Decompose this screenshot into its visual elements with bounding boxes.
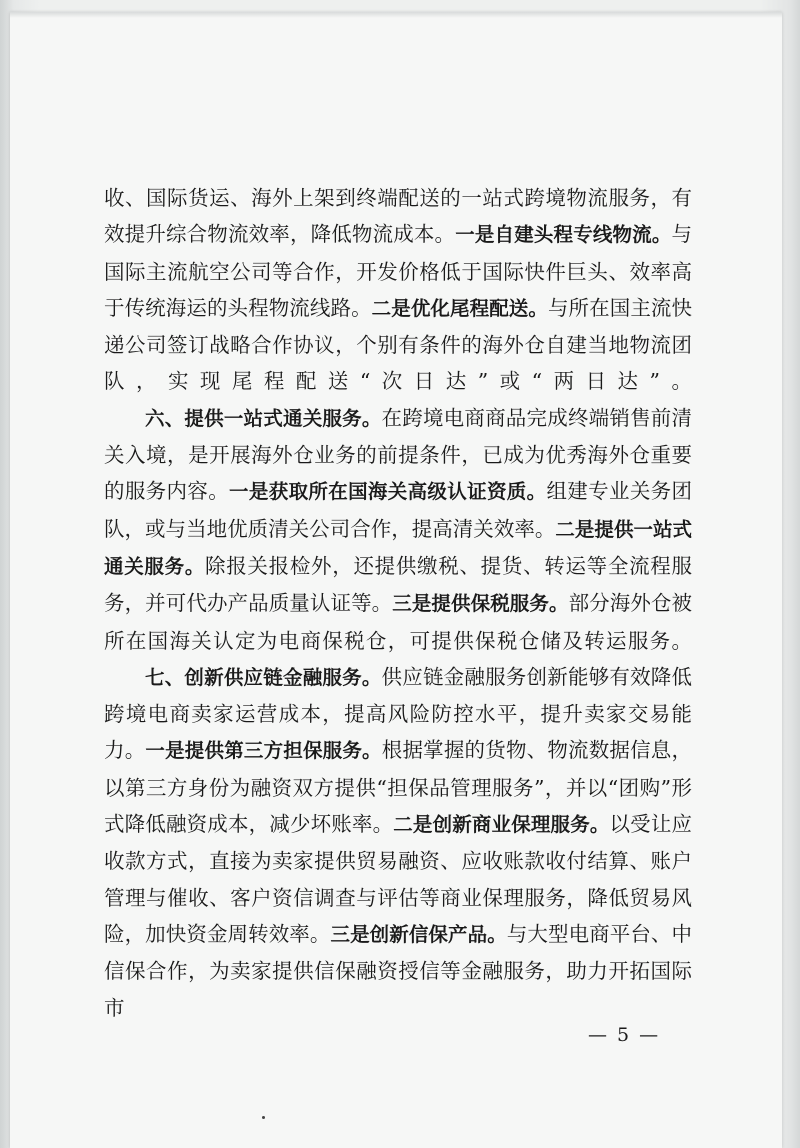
bold-heading-run: 三是提供保税服务。 [392, 592, 569, 616]
text-run: 与国际主流航空公司等合作，开发价格低于国际快件巨头、效率高于传统海运的头程物流线路。 [104, 222, 692, 320]
page-top-shadow [10, 12, 782, 18]
bold-heading-run: 二是创新商业保理服务。 [393, 813, 610, 837]
text-run: 以受让应收款方式，直接为卖家提供贸易融资、应收账款收付结算、账户管理与催收、客户资信调查与评估等商业保理服务，降低贸易风险，加快资金周转效率。 [104, 812, 692, 946]
scan-speck [262, 1116, 265, 1119]
text-run: 部分海外仓被所在国海关认定为电商保税仓，可提供保税仓储及转运服务。 [104, 591, 693, 653]
bold-heading-run: 一是自建头程专线物流。 [455, 223, 672, 247]
text-run: 供应链金融服务创新能够有效降低跨境电商卖家运营成本，提高风险防控水平，提升卖家交易能力。 [104, 664, 692, 763]
bold-heading-run: 二是优化尾程配送。 [371, 296, 548, 320]
section-heading: 六、提供一站式通关服务。 [145, 406, 382, 430]
bold-heading-run: 一是提供第三方担保服务。 [145, 739, 382, 763]
text-run: 组建专业关务团队，或与当地优质清关公司合作，提高清关效率。 [104, 479, 693, 541]
paragraph-logistics [104, 180, 692, 400]
page-number: — 5 — [588, 1024, 661, 1046]
text-run: 在跨境电商商品完成终端销售前清关入境，是开展海外仓业务的前提条件，已成为优秀海外仓重要的服务内容。 [104, 405, 692, 504]
paragraph-customs-clearance [104, 400, 692, 659]
paragraph-supply-chain-finance [104, 659, 692, 1026]
text-run: 与大型电商平台、中信保合作，为卖家提供信保融资授信等金融服务，助力开拓国际市 [104, 921, 693, 1020]
text-run: 根据掌握的货物、物流数据信息，以第三方身份为融资双方提供“担保品管理服务”，并以“团购”形式降低融资成本，减少坏账率。 [104, 738, 693, 837]
document-body [104, 180, 692, 1026]
bold-heading-run: 三是创新信保产品。 [330, 922, 507, 946]
text-run: 收、国际货运、海外上架到终端配送的一站式跨境物流服务，有效提升综合物流效率，降低物流成本。 [104, 186, 692, 247]
text-run: 除报关报检外，还提供缴税、提货、转运等全流程服务，并可代办产品质量认证等。 [104, 553, 692, 616]
section-heading: 七、创新供应链金融服务。 [145, 665, 382, 689]
bold-heading-run: 一是获取所在国海关高级认证资质。 [229, 480, 547, 504]
bold-heading-run: 二是提供一站式通关服务。 [104, 517, 692, 578]
text-run: 与所在国主流快递公司签订战略合作协议，个别有条件的海外仓自建当地物流团队，实现尾程配送“次日达”或“两日达”。 [104, 295, 693, 394]
